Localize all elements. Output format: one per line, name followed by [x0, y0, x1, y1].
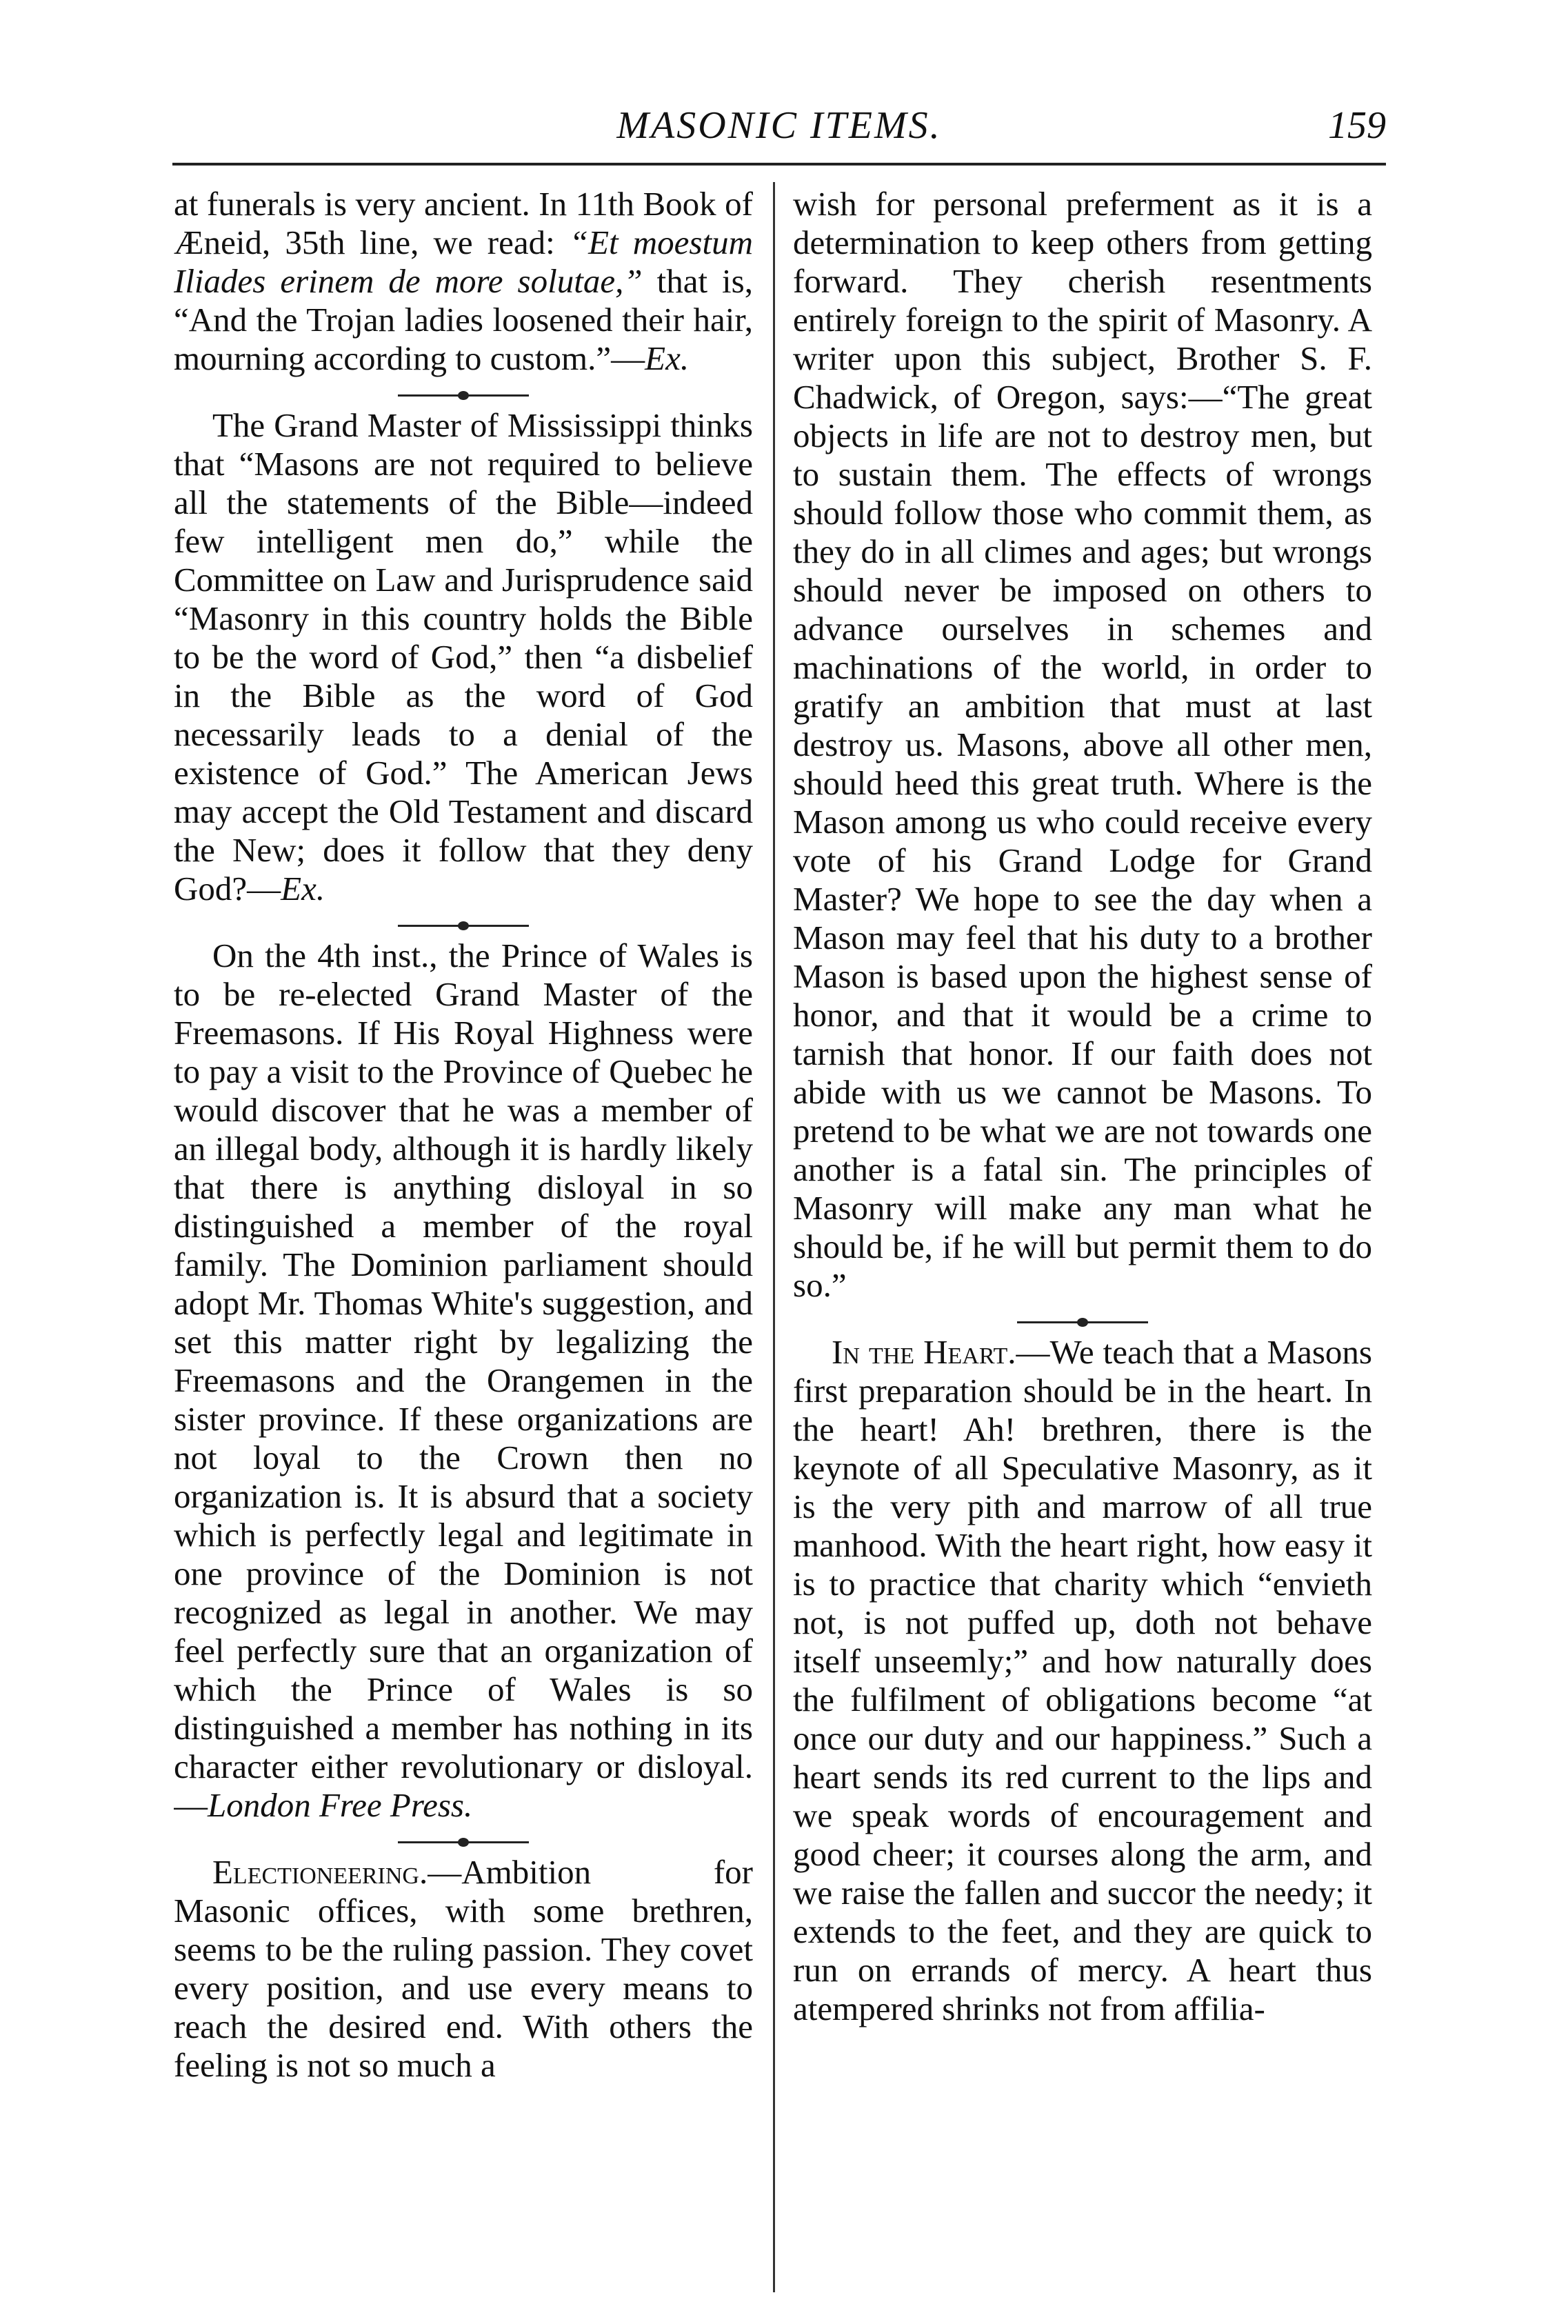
header-rule	[172, 163, 1386, 166]
source-credit: Ex.	[281, 870, 325, 908]
section-separator	[398, 1841, 529, 1843]
electioneering-text: —Ambition for Masonic offices, with some brethren, seems to be the ruling passion. They covet every position, and use every means to reach the desired end. With others the feeling is not so much a	[174, 1853, 753, 2084]
mississippi-text: The Grand Master of Mississippi thinks that “Masons are not required to believe all the statements of the Bible—indeed few intelligent men do,” while the Committee on Law and Jurisprudence said “Masonry in this country holds the Bible to be the word of God,” then “a disbelief in the Bible as the word of God necessarily leads to a denial of the existence of God.” The American Jews may accept the Old Testament and discard the New; does it follow that they deny God?—	[174, 406, 753, 908]
funerals-text: at funerals is very ancient. In 11th Book of Æneid, 35th line, we read:	[174, 185, 753, 261]
column-divider	[773, 182, 775, 2292]
left-column	[174, 185, 753, 2288]
page-number: 159	[1328, 104, 1386, 147]
section-separator	[398, 925, 529, 927]
paragraph-grand-master-mississippi	[174, 406, 753, 908]
running-title: MASONIC ITEMS.	[616, 104, 942, 147]
section-separator	[1017, 1321, 1148, 1323]
paragraph-in-the-heart	[793, 1333, 1372, 2028]
right-column	[793, 185, 1372, 2288]
in-the-heart-text: —We teach that a Masons first preparation should be in the heart. In the heart! Ah! brethren, there is the keynote of all Speculative Masonry, as it is the very pith and marrow of all true manhood. With the heart right, how easy it is to practice that charity which “envieth not, is not puffed up, doth not behave itself unseemly;” and how naturally does the fulfilment of obligations become “at once our duty and our happiness.” Such a heart sends its red current to the lips and we speak words of encouragement and good cheer; it courses along the arm, and we raise the fallen and succor the needy; it extends to the feet, and they are quick to run on errands of mercy. A heart thus atempered shrinks not from affilia-	[793, 1333, 1372, 2027]
funerals-text-rest: that is, “And the Trojan ladies loosened their hair, mourning according to custom.”—	[174, 262, 753, 377]
running-head	[172, 103, 1386, 159]
paragraph-prince-of-wales	[174, 936, 753, 1825]
source-credit: Ex.	[645, 339, 690, 377]
latin-quote: “Et moestum Iliades erinem de more solutae,”	[174, 223, 753, 300]
paragraph-electioneering-continued	[793, 185, 1372, 1305]
electioneering-text-continued: wish for personal preferment as it is a determination to keep others from getting forward. They cherish resentments entirely foreign to the spirit of Masonry. A writer upon this subject, Brother S. F. Chadwick, of Oregon, says:—“The great objects in life are not to destroy men, but to sustain them. The effects of wrongs should follow those who commit them, as they do in all climes and ages; but wrongs should never be imposed on others to advance ourselves in schemes and machinations of the world, in order to gratify an ambition that must at last destroy us. Masons, above all other men, should heed this great truth. Where is the Mason among us who could receive every vote of his Grand Lodge for Grand Master? We hope to see the day when a Mason may feel that his duty to a brother Mason is based upon the highest sense of honor, and that it would be a crime to tarnish that honor. If our faith does not abide with us we cannot be Masons. To pretend to be what we are not towards one another is a fatal sin. The principles of Masonry will make any man what he should be, if he will but permit them to do so.”	[793, 185, 1372, 1304]
paragraph-electioneering	[174, 1853, 753, 2085]
paragraph-funerals-continued	[174, 185, 753, 378]
section-heading-electioneering: Electioneering.	[212, 1853, 428, 1891]
section-heading-in-the-heart: In the Heart.	[832, 1333, 1016, 1371]
prince-of-wales-text: On the 4th inst., the Prince of Wales is to be re-elected Grand Master of the Freemasons. If His Royal Highness were to pay a visit to the Province of Quebec he would discover that he was a member of an illegal body, although it is hardly likely that there is anything disloyal in so distinguished a member of the royal family. The Dominion parliament should adopt Mr. Thomas White's suggestion, and set this matter right by legalizing the Freemasons and the Orangemen in the sister province. If these organizations are not loyal to the Crown then no organization is. It is absurd that a society which is perfectly legal and legitimate in one province of the Dominion is not recognized as legal in another. We may feel perfectly sure that an organization of which the Prince of Wales is so distinguished a member has nothing in its character either revolutionary or disloyal.—	[174, 936, 753, 1824]
section-separator	[398, 394, 529, 397]
source-credit: London Free Press.	[208, 1786, 473, 1824]
